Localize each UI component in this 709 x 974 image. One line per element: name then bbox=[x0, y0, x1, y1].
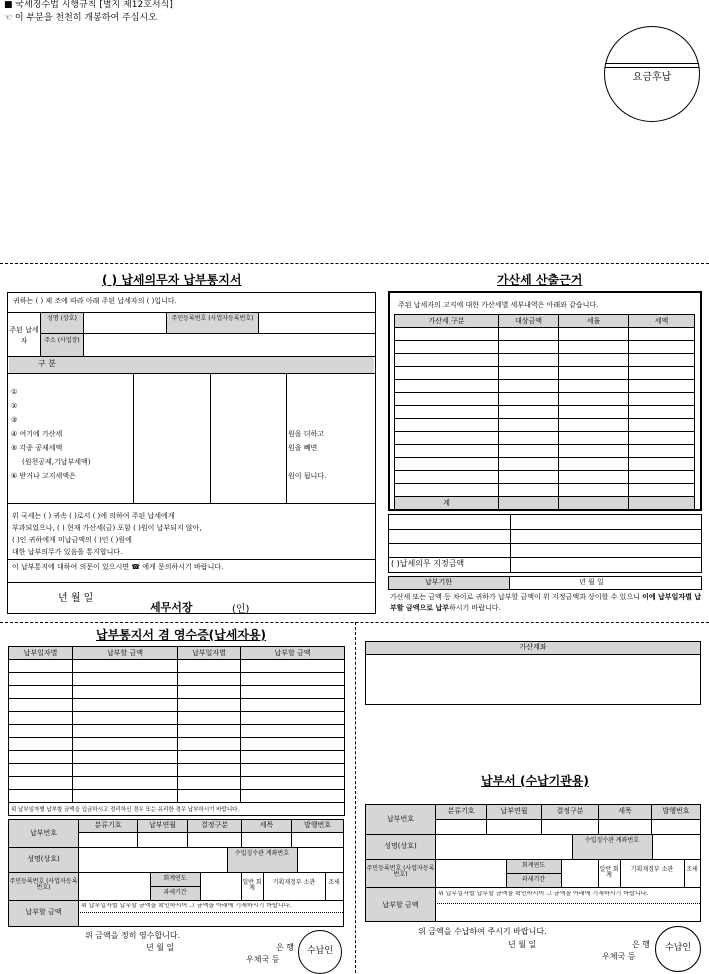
bank-general-account: 일반 회계 bbox=[599, 866, 619, 880]
receipt-hdr-month: 납부연월 bbox=[148, 821, 177, 829]
body-line-3: ( )인 귀하에게 미납금액의 ( )인 ( )원에 bbox=[12, 536, 132, 544]
bank-footer-date: 년 월 일 bbox=[508, 940, 537, 949]
bank-hdr-decision: 결정구분 bbox=[556, 807, 584, 815]
receipt-hdr-issue: 발행번호 bbox=[303, 821, 332, 829]
penalty-note-bold: 이에 납부일자별 납부할 금액으로 납부 bbox=[390, 593, 702, 612]
tax-office-head: 세무서장 bbox=[150, 601, 193, 614]
penalty-note-end: 하시기 바랍니다. bbox=[448, 603, 501, 612]
receipt-amount-note: 위 납부일자별 납부할 금액을 확인하시어 그 금액을 아래에 기재하시기 바랍니다. bbox=[81, 903, 292, 909]
receipt-tax-period: 과세기간 bbox=[163, 889, 187, 896]
item-4: ④ 여기에 가산세 bbox=[11, 430, 63, 438]
perforation-line-vertical bbox=[355, 622, 356, 973]
receipt-footnote: 위 납부일자별 납부할 금액을 입금하시고 정리하신 경우 또는 유리한 경우 납부하시기 바랍니다. bbox=[9, 803, 345, 816]
bank-name-label: 성명(상호) bbox=[384, 842, 417, 850]
penalty-note bbox=[390, 592, 704, 614]
reg-no-label: 주민등록번호 (사업자등록번호) bbox=[171, 315, 254, 322]
penalty-account-box bbox=[365, 641, 701, 705]
receipt-stamp-text: 수납인 bbox=[306, 946, 334, 956]
due-date-label: 납부기한 bbox=[425, 578, 453, 586]
due-date-box bbox=[388, 576, 702, 590]
receipt-hdr-decision: 결정구분 bbox=[200, 821, 229, 829]
receipt-tax: 조세 bbox=[328, 879, 340, 886]
bank-stamp bbox=[655, 926, 701, 972]
receipt-general-account: 일반 회계 bbox=[242, 879, 262, 893]
receipt-hdr-item: 세목 bbox=[259, 821, 274, 829]
receipt-footer-post: 우체국 등 bbox=[246, 955, 280, 964]
receipt-payment-table bbox=[8, 819, 344, 927]
main-taxpayer-label: 주된 납세자 bbox=[9, 326, 39, 346]
breakdown-header: 구 분 bbox=[38, 359, 56, 368]
reg-no-field[interactable] bbox=[263, 317, 363, 331]
receipt-fiscal-year: 회계연도 bbox=[163, 875, 187, 882]
col-tax-amount: 세액 bbox=[629, 315, 695, 328]
receipt-footer-date: 년 월 일 bbox=[146, 943, 175, 952]
penalty-table bbox=[394, 314, 695, 510]
notice-date: 년 월 일 bbox=[58, 593, 94, 604]
item-2: ② bbox=[11, 402, 18, 410]
bank-fiscal-year: 회계연도 bbox=[521, 862, 546, 869]
notice-title: ( ) 납세의무자 납부통지서 bbox=[102, 273, 242, 287]
bank-stamp-text: 수납인 bbox=[664, 943, 692, 953]
bank-tax: 조세 bbox=[686, 866, 698, 873]
bank-account-label: 수입징수관 계좌번호 bbox=[584, 837, 640, 844]
notice-box bbox=[7, 292, 376, 614]
perforation-line-top bbox=[0, 263, 709, 264]
col-target-amount: 대상금액 bbox=[499, 315, 559, 328]
bank-ministry: 기획재정부 소관 bbox=[630, 866, 674, 873]
bank-hdr-class: 분류기호 bbox=[447, 807, 475, 815]
note-add: 원을 더하고 bbox=[288, 430, 325, 438]
bank-reg-label: 주민등록번호 (사업자등록번호) bbox=[366, 865, 435, 879]
total-label: 계 bbox=[395, 497, 499, 510]
item-6: ⑥ 받거나 고지세액은 bbox=[11, 472, 76, 480]
bank-tax-period: 과세기간 bbox=[521, 876, 546, 883]
item-3: ③ bbox=[11, 416, 18, 424]
bank-footer-text: 위 금액을 수납하여 주시기 바랍니다. bbox=[418, 927, 547, 936]
inquiry-text: 이 납부통지에 대하여 의문이 있으시면 ☎ 에게 문의하시기 바랍니다. bbox=[12, 563, 224, 571]
col-pay-date-2: 납부일자별 bbox=[178, 647, 241, 660]
bank-payment-table bbox=[365, 804, 701, 922]
col-penalty-type: 가산세 구분 bbox=[395, 315, 499, 328]
address-label: 주소 (사업장) bbox=[44, 337, 80, 344]
body-line-4: 대한 납부의무가 있음을 통지합니다. bbox=[12, 548, 123, 556]
receipt-pay-no-label: 납부번호 bbox=[29, 829, 58, 837]
due-date-value: 년 월 일 bbox=[579, 578, 604, 586]
note-result: 원이 됩니다. bbox=[288, 472, 327, 480]
open-instruction: ☜ 이 부분을 천천히 개봉하여 주십시오 bbox=[4, 13, 157, 23]
receipt-date-table bbox=[8, 646, 345, 816]
bank-hdr-item: 세목 bbox=[618, 807, 632, 815]
col-pay-amount-1: 납부할 금액 bbox=[73, 647, 178, 660]
item-5-sub: (원천공제,기납부세액) bbox=[22, 458, 91, 466]
bank-hdr-issue: 발행번호 bbox=[662, 807, 690, 815]
bank-footer-post: 우체국 등 bbox=[602, 952, 636, 961]
receipt-name-label: 성명(상호) bbox=[27, 855, 60, 863]
seal-mark: (인) bbox=[232, 604, 250, 615]
name-label: 성명 (상호) bbox=[47, 315, 77, 322]
receipt-stamp bbox=[298, 930, 342, 974]
notice-intro: 귀하는 ( ) 제 조에 따라 아래 주된 납세자의 ( )입니다. bbox=[13, 297, 177, 305]
receipt-reg-label: 주민등록번호 (사업자등록번호) bbox=[9, 878, 78, 892]
col-rate: 세율 bbox=[559, 315, 629, 328]
form-reference: ■ 국세징수법 시행규칙 [별지 제12호서식] bbox=[4, 0, 173, 10]
col-pay-date-1: 납부일자별 bbox=[9, 647, 73, 660]
penalty-note-plain: 가산세 또는 금액 등 차이로 귀하가 납부할 금액이 위 지정금액과 상이할 수 있으니 bbox=[390, 593, 643, 601]
col-pay-amount-2: 납부할 금액 bbox=[241, 647, 345, 660]
bank-pay-no-label: 납부번호 bbox=[386, 815, 415, 823]
postage-stamp bbox=[604, 26, 700, 122]
receipt-footer-text: 위 금액을 정히 영수합니다. bbox=[85, 931, 181, 940]
receipt-footer-bank: 은 행 bbox=[276, 943, 294, 952]
bank-amount-label: 납부할 금액 bbox=[382, 901, 419, 909]
penalty-basis-title: 가산세 산출근거 bbox=[497, 273, 583, 287]
designated-amount-box bbox=[388, 514, 702, 573]
postage-stamp-text: 요금후납 bbox=[632, 72, 672, 83]
item-1: ① bbox=[11, 388, 18, 396]
receipt-title: 납부통지서 겸 영수증(납세자용) bbox=[96, 628, 267, 642]
receipt-amount-label: 납부할 금액 bbox=[25, 908, 62, 916]
receipt-account-label: 수입징수관 계좌번호 bbox=[234, 850, 290, 857]
body-line-1: 위 국세는 ( ) 귀속 ( )로서 ( )에 의하여 주된 납세에게 bbox=[12, 512, 175, 520]
body-line-2: 부과되었으나, ( ) 현재 가산세(금) 포함 ( )원이 납부되지 않아, bbox=[12, 524, 202, 532]
bank-amount-note: 위 납부일자별 납부할 금액을 확인하시어 그 금액을 아래에 기재하시기 바랍니다. bbox=[438, 891, 649, 897]
item-5: ⑤ 각종 공제세액 bbox=[11, 444, 63, 452]
receipt-ministry: 기획재정부 소관 bbox=[272, 879, 316, 886]
bank-footer-bank: 은 행 bbox=[632, 940, 650, 949]
note-subtract: 원을 빼면 bbox=[288, 444, 318, 452]
designated-amount-label: ( )납세의무 지정금액 bbox=[391, 559, 465, 568]
bank-hdr-month: 납부연월 bbox=[500, 807, 528, 815]
receipt-hdr-class: 분류기호 bbox=[94, 821, 122, 829]
penalty-intro: 주된 납세자의 고지에 대한 가산세별 세부내역은 아래와 같습니다. bbox=[398, 301, 599, 309]
bank-form-title: 납부서 (수납기관용) bbox=[481, 774, 589, 788]
penalty-account-label: 가산계좌 bbox=[519, 643, 547, 651]
